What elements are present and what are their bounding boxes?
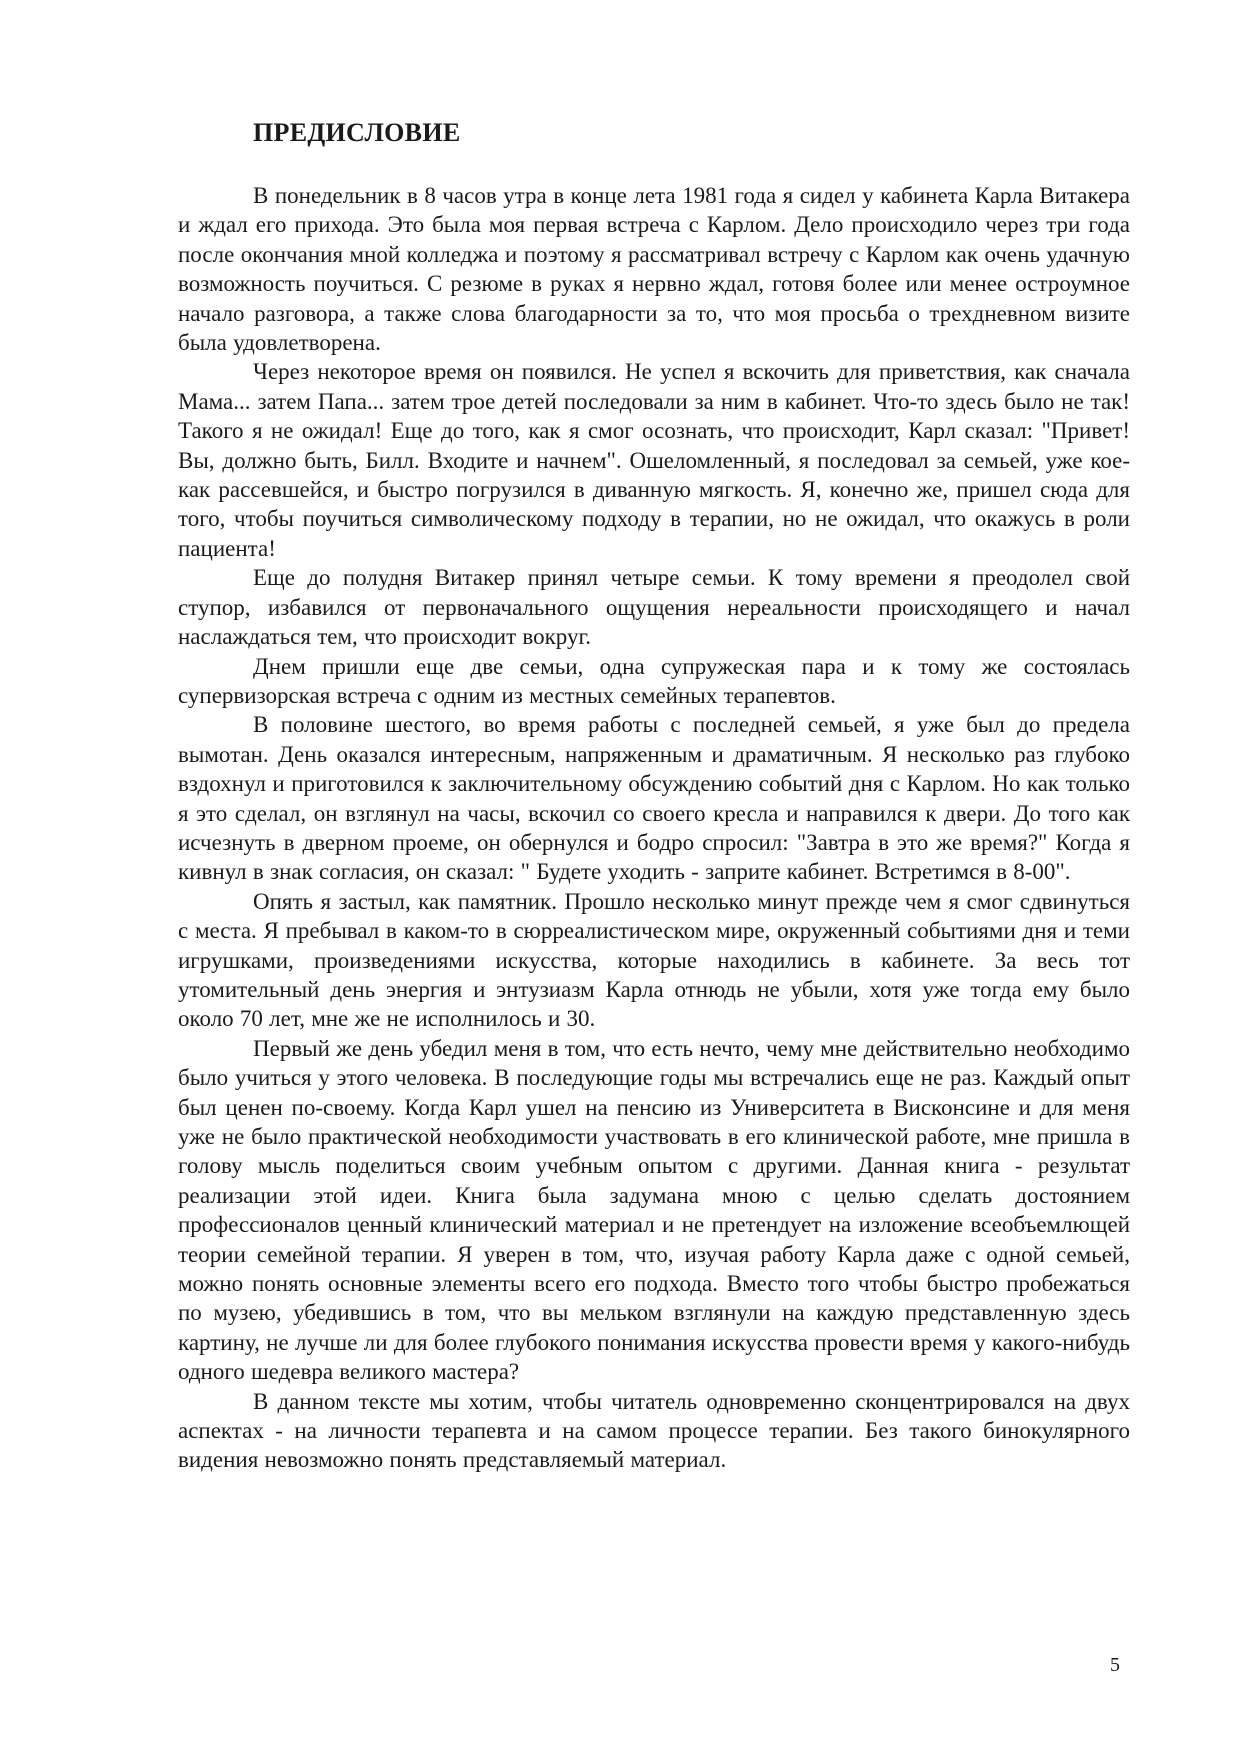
paragraph: Днем пришли еще две семьи, одна супружеская пара и к тому же состоялась супервизорская встреча с одним из местных семейных терапевтов. [178, 653, 1130, 708]
paragraph: Опять я застыл, как памятник. Прошло несколько минут прежде чем я смог сдвинуться с места. Я пребывал в каком-то в сюрреалистическом мире, окруженный событиями дня и теми игрушками, произведениями искусства, которые находились в кабинете. За весь тот утомительный день энергия и энтузиазм Карла отнюдь не убыли, хотя уже тогда ему было около 70 лет, мне же не исполнилось и 30. [178, 888, 1130, 1032]
paragraph: Через некоторое время он появился. Не успел я вскочить для приветствия, как сначала Мама... затем Папа... затем трое детей последовали за ним в кабинет. Что-то здесь было не так! Такого я не ожидал! Еще до того, как я смог осознать, что происходит, Карл сказал: "Привет! Вы, должно быть, Билл. Входите и начнем". Ошеломленный, я последовал за семьей, уже кое-как рассевшейся, и быстро погрузился в диванную мягкость. Я, конечно же, пришел сюда для того, чтобы поучиться символическому подходу в терапии, но не ожидал, что окажусь в роли пациента! [178, 359, 1130, 561]
paragraph: В понедельник в 8 часов утра в конце лета 1981 года я сидел у кабинета Карла Витакера и ждал его прихода. Это была моя первая встреча с Карлом. Дело происходило через три года после окончания мной колледжа и поэтому я рассматривал встречу с Карлом как очень удачную возможность поучиться. С резюме в руках я нервно ждал, готовя более или менее остроумное начало разговора, а также слова благодарности за то, что моя просьба о трехдневном визите была удовлетворена. [178, 183, 1130, 356]
body-text [178, 181, 1130, 1475]
paragraph: Еще до полудня Витакер принял четыре семьи. К тому времени я преодолел свой ступор, избавился от первоначального ощущения нереальности происходящего и начал наслаждаться тем, что происходит вокруг. [178, 565, 1130, 650]
paragraph: Первый же день убедил меня в том, что есть нечто, чему мне действительно необходимо было учиться у этого человека. В последующие годы мы встречались еще не раз. Каждый опыт был ценен по-своему. Когда Карл ушел на пенсию из Университета в Висконсине и для меня уже не было практической необходимости участвовать в его клинической работе, мне пришла в голову мысль поделиться своим учебным опытом с другими. Данная книга - результат реализации этой идеи. Книга была задумана мною с целью сделать достоянием профессионалов ценный клинический материал и не претендует на изложение всеобъемлющей теории семейной терапии. Я уверен в том, что, изучая работу Карла даже с одной семьей, можно понять основные элементы всего его подхода. Вместо того чтобы быстро пробежаться по музею, убедившись в том, что вы мельком взглянули на каждую представленную здесь картину, не лучше ли для более глубокого понимания искусства провести время у какого-нибудь одного шедевра великого мастера? [178, 1035, 1130, 1385]
paragraph: В данном тексте мы хотим, чтобы читатель одновременно сконцентрировался на двух аспектах - на личности терапевта и на самом процессе терапии. Без такого бинокулярного видения невозможно понять представляемый материал. [178, 1388, 1130, 1473]
section-heading: ПРЕДИСЛОВИЕ [253, 118, 461, 147]
paragraph: В половине шестого, во время работы с последней семьей, я уже был до предела вымотан. День оказался интересным, напряженным и драматичным. Я несколько раз глубоко вздохнул и приготовился к заключительному обсуждению событий дня с Карлом. Но как только я это сделал, он взглянул на часы, вскочил со своего кресла и направился к двери. До того как исчезнуть в дверном проеме, он обернулся и бодро спросил: "Завтра в это же время?" Когда я кивнул в знак согласия, он сказал: " Будете уходить - заприте кабинет. Встретимся в 8-00". [178, 712, 1130, 885]
page-number: 5 [1110, 1654, 1120, 1676]
